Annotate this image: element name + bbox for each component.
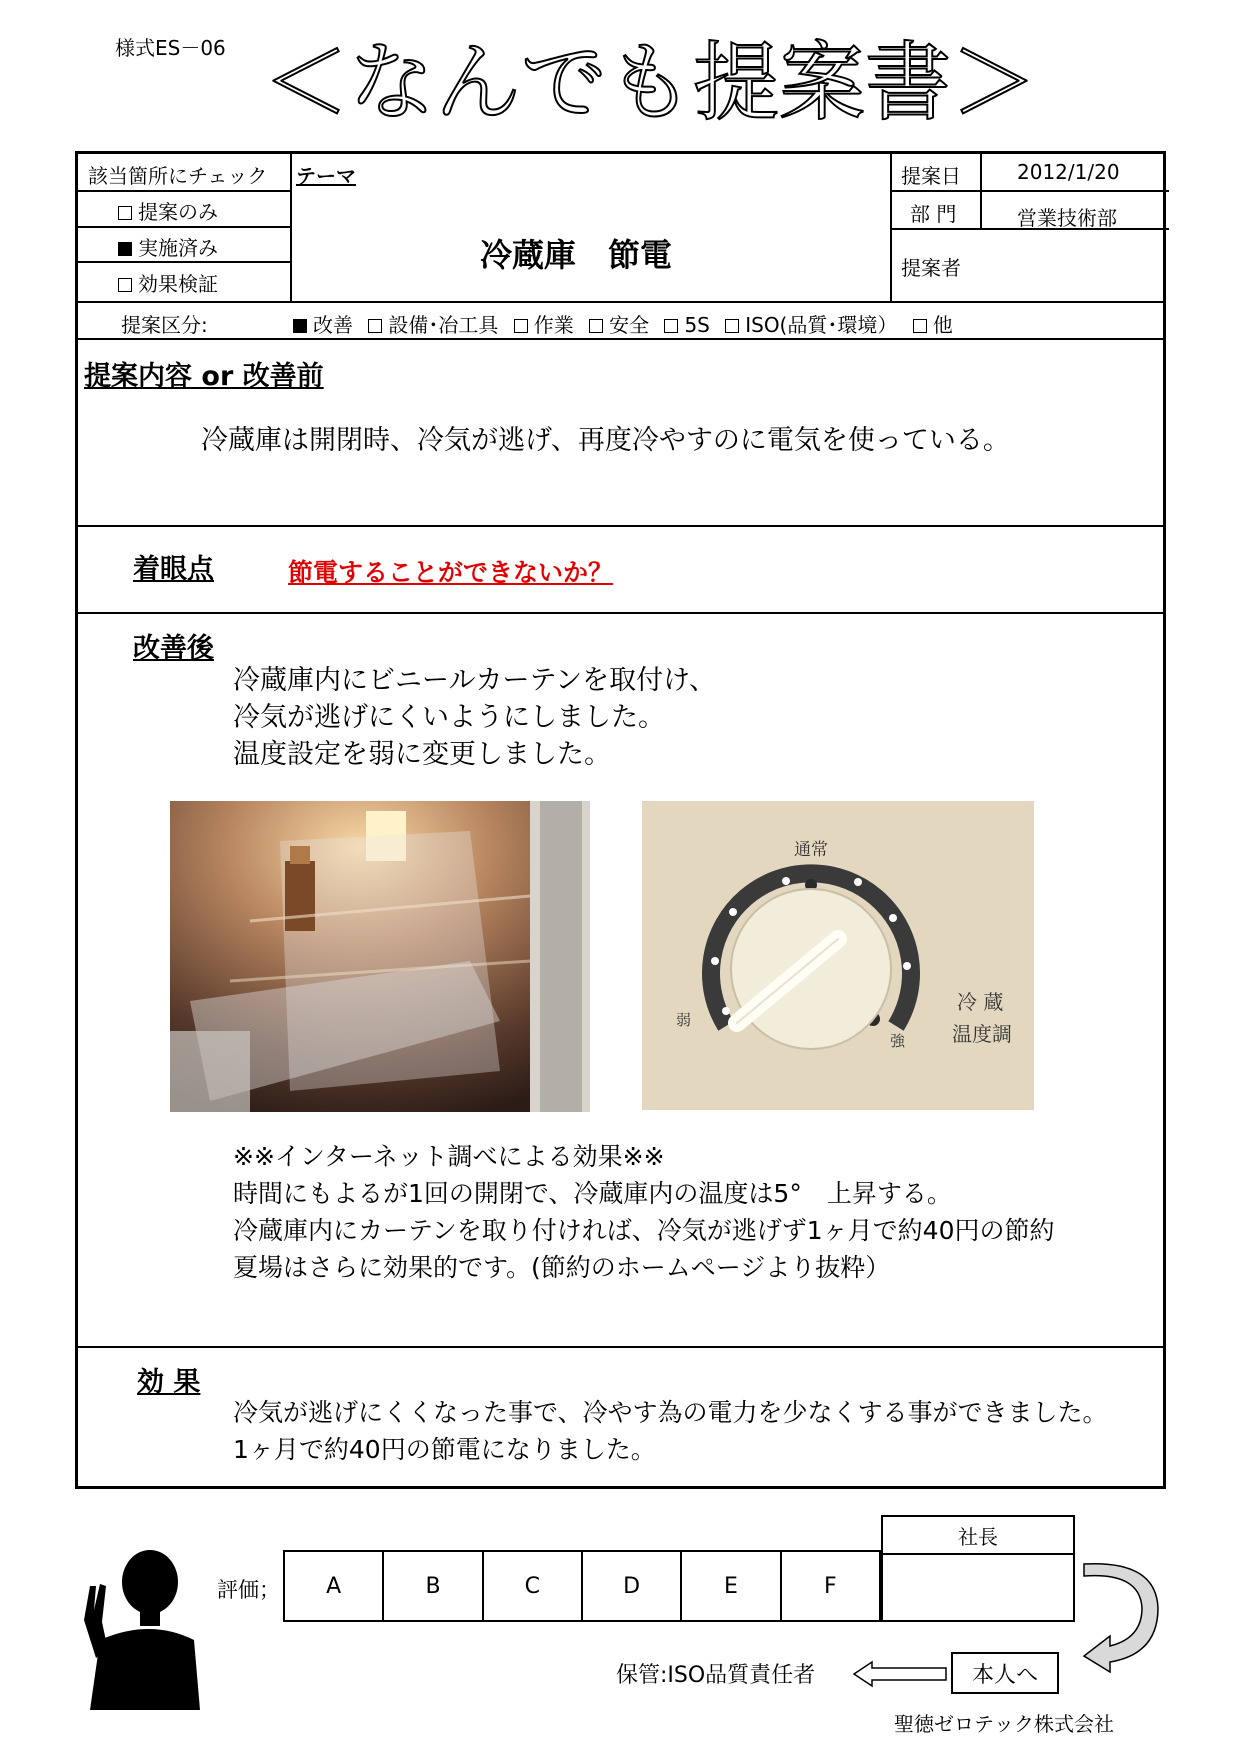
page-title	[260, 30, 1040, 140]
after-line: 冷気が逃げにくいようにしました。	[233, 702, 665, 733]
category-item-label: 設備･冶工具	[388, 313, 499, 337]
category-label: 提案区分:	[121, 313, 208, 337]
president-label: 社長	[883, 1517, 1073, 1555]
category-work[interactable]	[514, 313, 574, 337]
dial-label-weak: 弱	[676, 1011, 692, 1029]
grade-f[interactable]: F	[823, 1573, 837, 1599]
effect-notes	[233, 1138, 1054, 1286]
storage-label: 保管:ISO品質責任者	[616, 1663, 816, 1688]
checkbox[interactable]	[664, 319, 678, 333]
category-equipment[interactable]	[368, 313, 498, 337]
checkbox[interactable]	[913, 319, 927, 333]
checkbox[interactable]	[118, 278, 132, 292]
checkbox[interactable]	[118, 206, 132, 220]
focus-text: 節電することができないか？	[288, 558, 614, 587]
temperature-dial-photo	[642, 801, 1034, 1110]
grade-e[interactable]: E	[682, 1552, 781, 1620]
status-option-proposal[interactable]	[118, 196, 218, 225]
category-item-label: 作業	[533, 313, 574, 337]
after-heading: 改善後	[133, 633, 214, 664]
dial-label-normal: 通常	[794, 840, 828, 860]
theme-label: テーマ	[296, 164, 356, 188]
after-line: 温度設定を弱に変更しました。	[233, 739, 611, 770]
grade-d[interactable]: D	[583, 1552, 682, 1620]
status-option-label: 提案のみ	[138, 200, 218, 224]
fridge-curtain-photo	[170, 801, 590, 1112]
dept-value: 営業技術部	[1017, 206, 1117, 230]
before-text: 冷蔵庫は開閉時、冷気が逃げ、再度冷やすのに電気を使っている。	[201, 425, 1010, 456]
dial-label-strong: 強	[890, 1032, 906, 1050]
evaluation-grade-table	[283, 1550, 881, 1622]
effect-line: 1ヶ月で約40円の節電になりました。	[233, 1435, 656, 1464]
category-safety[interactable]	[589, 313, 649, 337]
date-value: 2012/1/20	[1017, 160, 1120, 184]
after-description	[233, 662, 716, 773]
proposal-form	[75, 151, 1166, 1489]
page-title-text: ＜なんでも提案書＞	[263, 33, 1037, 133]
president-approval-box	[881, 1515, 1075, 1622]
category-5s[interactable]	[664, 313, 709, 337]
focus-heading: 着眼点	[133, 554, 214, 585]
category-item-label: 5S	[684, 313, 710, 337]
checkbox-checked[interactable]	[293, 319, 307, 333]
evaluation-label: 評価；	[217, 1578, 280, 1602]
category-kaizen[interactable]	[293, 313, 353, 337]
status-option-label: 実施済み	[138, 236, 218, 260]
effect-description	[233, 1394, 1108, 1468]
grade-a[interactable]: A	[285, 1552, 384, 1620]
after-line: 冷蔵庫内にビニールカーテンを取付け、	[233, 665, 717, 696]
status-option-implemented[interactable]	[118, 232, 218, 261]
dial-side-label-2: 温度調	[952, 1022, 1012, 1046]
left-arrow-icon	[852, 1660, 948, 1688]
effect-line: 冷気が逃げにくくなった事で、冷やす為の電力を少なくする事ができました。	[233, 1398, 1108, 1427]
category-item-label: ISO(品質･環境）	[745, 313, 898, 337]
category-options	[293, 309, 962, 338]
note-line: 時間にもよるが1回の開閉で、冷蔵庫内の温度は5° 上昇する。	[233, 1179, 952, 1208]
category-item-label: 安全	[609, 313, 650, 337]
return-to-self-box: 本人へ	[951, 1652, 1059, 1694]
category-item-label: 改善	[313, 313, 353, 337]
dial-side-label-1: 冷 蔵	[957, 990, 1004, 1014]
note-line: ※※インターネット調べによる効果※※	[233, 1142, 665, 1171]
theme-title: 冷蔵庫 節電	[480, 236, 673, 274]
form-code: 様式ES－06	[115, 36, 226, 60]
date-label: 提案日	[901, 164, 961, 188]
before-heading: 提案内容 or 改善前	[84, 361, 324, 392]
note-line: 冷蔵庫内にカーテンを取り付ければ、冷気が逃げず1ヶ月で約40円の節約	[233, 1216, 1055, 1245]
checkbox[interactable]	[368, 319, 382, 333]
status-option-label: 効果検証	[138, 272, 218, 296]
check-instruction-label: 該当箇所にチェック	[88, 164, 268, 188]
category-item-label: 他	[932, 313, 953, 337]
checkbox[interactable]	[589, 319, 603, 333]
grade-b[interactable]: B	[384, 1552, 483, 1620]
checkbox[interactable]	[725, 319, 739, 333]
checkbox[interactable]	[514, 319, 528, 333]
effect-heading: 効 果	[137, 1367, 201, 1398]
status-option-verification[interactable]	[118, 268, 218, 297]
grade-c[interactable]: C	[484, 1552, 583, 1620]
checkbox-checked[interactable]	[118, 242, 132, 256]
note-line: 夏場はさらに効果的です。(節約のホームページより抜粋）	[233, 1253, 891, 1282]
company-name: 聖徳ゼロテック株式会社	[894, 1712, 1114, 1736]
category-iso[interactable]	[725, 313, 897, 337]
proposer-label: 提案者	[901, 256, 961, 280]
category-other[interactable]	[913, 313, 953, 337]
person-silhouette-icon	[70, 1550, 200, 1710]
dept-label: 部 門	[910, 202, 957, 226]
curved-arrow-icon	[1080, 1560, 1160, 1675]
